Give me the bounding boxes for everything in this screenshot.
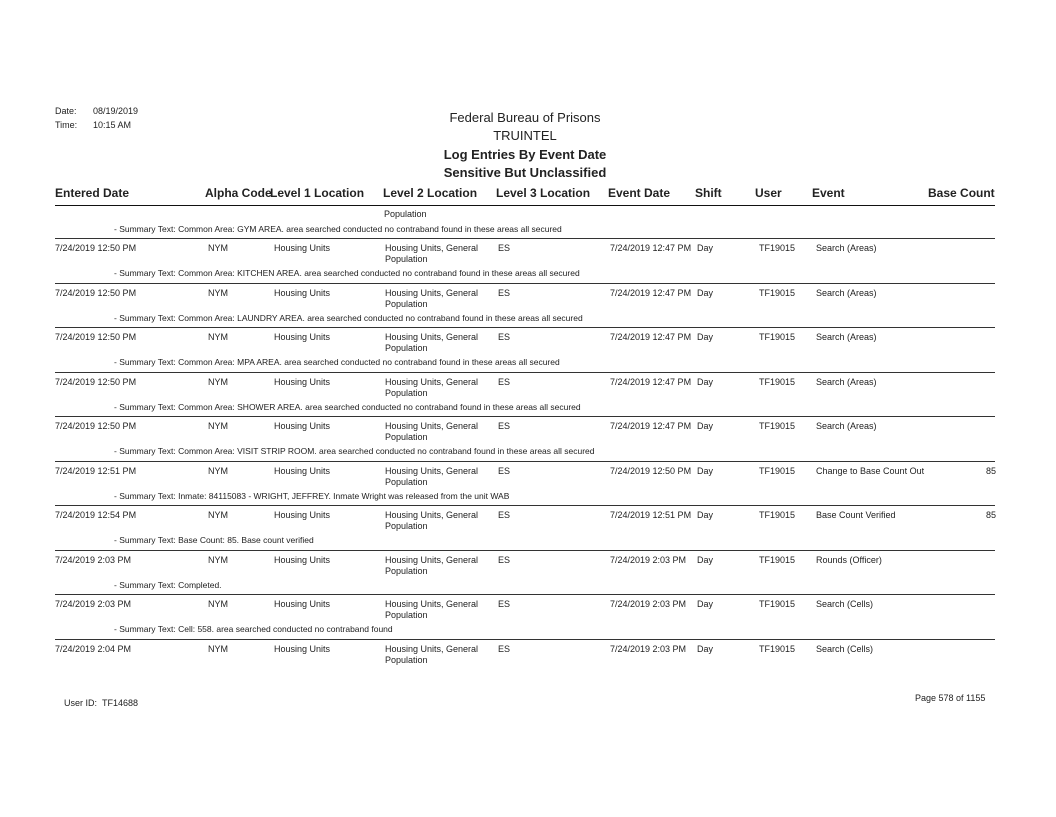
shift: Day <box>697 288 714 298</box>
user: TF19015 <box>759 644 796 654</box>
base-count: 85 <box>986 466 997 476</box>
entered-date: 7/24/2019 12:50 PM <box>55 243 137 253</box>
level1-location: Housing Units <box>274 421 331 431</box>
row-divider <box>55 461 995 462</box>
level3-location: ES <box>498 377 511 387</box>
user: TF19015 <box>759 243 796 253</box>
level1-location: Housing Units <box>274 377 331 387</box>
level1-location: Housing Units <box>274 644 331 654</box>
level3-location: ES <box>498 555 511 565</box>
event: Search (Areas) <box>816 377 877 387</box>
continuation-summary: - Summary Text: Common Area: GYM AREA. area searched conducted no contraband found in these areas all secured <box>114 224 562 234</box>
summary-text: - Summary Text: Common Area: SHOWER AREA. area searched conducted no contraband found in these areas all secured <box>114 402 581 412</box>
entered-date: 7/24/2019 12:50 PM <box>55 421 137 431</box>
shift: Day <box>697 243 714 253</box>
report-title: Log Entries By Event Date <box>443 147 607 162</box>
level3-location: ES <box>498 466 511 476</box>
shift: Day <box>697 377 714 387</box>
event-date: 7/24/2019 12:47 PM <box>610 288 692 298</box>
row-divider <box>55 372 995 373</box>
level3-location: ES <box>498 510 511 520</box>
summary-text: - Summary Text: Common Area: KITCHEN AREA. area searched conducted no contraband found in these areas all secured <box>114 268 580 278</box>
user: TF19015 <box>759 466 796 476</box>
row-divider <box>55 238 995 239</box>
summary-text: - Summary Text: Cell: 558. area searched conducted no contraband found <box>114 624 393 634</box>
col-entered-date: Entered Date <box>55 186 130 200</box>
system-title: TRUINTEL <box>493 128 557 143</box>
report-date: 08/19/2019 <box>93 106 139 116</box>
level3-location: ES <box>498 243 511 253</box>
shift: Day <box>697 466 714 476</box>
col-alpha-code: Alpha Code <box>205 186 272 200</box>
page-number: Page 578 of 1155 <box>915 693 986 703</box>
event-date: 7/24/2019 2:03 PM <box>610 599 687 609</box>
event: Rounds (Officer) <box>816 555 882 565</box>
event-date: 7/24/2019 2:03 PM <box>610 555 687 565</box>
col-base-count: Base Count <box>928 186 995 200</box>
shift: Day <box>697 332 714 342</box>
event: Search (Cells) <box>816 599 874 609</box>
level3-location: ES <box>498 421 511 431</box>
event: Search (Areas) <box>816 288 877 298</box>
entered-date: 7/24/2019 12:54 PM <box>55 510 137 520</box>
event: Base Count Verified <box>816 510 896 520</box>
row-divider <box>55 550 995 551</box>
shift: Day <box>697 599 714 609</box>
entered-date: 7/24/2019 12:50 PM <box>55 332 137 342</box>
event: Change to Base Count Out <box>816 466 925 476</box>
entered-date: 7/24/2019 2:04 PM <box>55 644 132 654</box>
col-level2: Level 2 Location <box>383 186 478 200</box>
continuation-level2: Population <box>384 209 427 219</box>
summary-text: - Summary Text: Common Area: VISIT STRIP ROOM. area searched conducted no contraband found in these areas all secured <box>114 446 595 456</box>
org-title: Federal Bureau of Prisons <box>449 110 601 125</box>
level2-location: Housing Units, General Population <box>385 377 479 398</box>
alpha-code: NYM <box>208 377 228 387</box>
level2-location: Housing Units, General Population <box>385 510 479 531</box>
level2-location: Housing Units, General Population <box>385 243 479 264</box>
level3-location: ES <box>498 599 511 609</box>
shift: Day <box>697 555 714 565</box>
user: TF19015 <box>759 377 796 387</box>
row-divider <box>55 416 995 417</box>
entered-date: 7/24/2019 12:50 PM <box>55 288 137 298</box>
level2-location: Housing Units, General Population <box>385 466 479 487</box>
shift: Day <box>697 644 714 654</box>
user: TF19015 <box>759 599 796 609</box>
row-divider <box>55 594 995 595</box>
report-meta <box>55 104 138 132</box>
row-divider <box>55 505 995 506</box>
summary-text: - Summary Text: Common Area: LAUNDRY AREA. area searched conducted no contraband found in these areas all secured <box>114 313 583 323</box>
alpha-code: NYM <box>208 332 228 342</box>
alpha-code: NYM <box>208 466 228 476</box>
level3-location: ES <box>498 288 511 298</box>
level2-location: Housing Units, General Population <box>385 555 479 576</box>
level1-location: Housing Units <box>274 288 331 298</box>
level1-location: Housing Units <box>274 332 331 342</box>
col-user: User <box>755 186 782 200</box>
header-divider <box>55 205 995 206</box>
col-event-date: Event Date <box>608 186 671 200</box>
shift: Day <box>697 510 714 520</box>
event-date: 7/24/2019 2:03 PM <box>610 644 687 654</box>
time-line: Time: 10:15 AM <box>55 120 132 130</box>
level2-location: Housing Units, General Population <box>385 644 479 665</box>
event: Search (Areas) <box>816 332 877 342</box>
entered-date: 7/24/2019 12:51 PM <box>55 466 137 476</box>
entered-date: 7/24/2019 2:03 PM <box>55 599 132 609</box>
alpha-code: NYM <box>208 599 228 609</box>
row-divider <box>55 639 995 640</box>
user: TF19015 <box>759 288 796 298</box>
entered-date: 7/24/2019 2:03 PM <box>55 555 132 565</box>
footer-user: User ID: TF14688 <box>64 698 139 708</box>
event: Search (Cells) <box>816 644 874 654</box>
user: TF19015 <box>759 555 796 565</box>
level1-location: Housing Units <box>274 510 331 520</box>
col-event: Event <box>812 186 845 200</box>
summary-text: - Summary Text: Common Area: MPA AREA. area searched conducted no contraband found in these areas all secured <box>114 357 560 367</box>
level1-location: Housing Units <box>274 466 331 476</box>
event-date: 7/24/2019 12:47 PM <box>610 421 692 431</box>
summary-text: - Summary Text: Completed. <box>114 580 222 590</box>
alpha-code: NYM <box>208 243 228 253</box>
alpha-code: NYM <box>208 421 228 431</box>
user: TF19015 <box>759 510 796 520</box>
event-date: 7/24/2019 12:47 PM <box>610 243 692 253</box>
level2-location: Housing Units, General Population <box>385 332 479 353</box>
summary-text: - Summary Text: Base Count: 85. Base count verified <box>114 535 314 545</box>
level1-location: Housing Units <box>274 243 331 253</box>
level3-location: ES <box>498 644 511 654</box>
alpha-code: NYM <box>208 288 228 298</box>
event-date: 7/24/2019 12:50 PM <box>610 466 692 476</box>
alpha-code: NYM <box>208 555 228 565</box>
level2-location: Housing Units, General Population <box>385 288 479 309</box>
date-line: Date: 08/19/2019 <box>55 106 139 116</box>
user: TF19015 <box>759 421 796 431</box>
entered-date: 7/24/2019 12:50 PM <box>55 377 137 387</box>
alpha-code: NYM <box>208 510 228 520</box>
event-date: 7/24/2019 12:51 PM <box>610 510 692 520</box>
level1-location: Housing Units <box>274 599 331 609</box>
event-date: 7/24/2019 12:47 PM <box>610 377 692 387</box>
event-date: 7/24/2019 12:47 PM <box>610 332 692 342</box>
level2-location: Housing Units, General Population <box>385 599 479 620</box>
level3-location: ES <box>498 332 511 342</box>
col-level3: Level 3 Location <box>496 186 591 200</box>
user: TF19015 <box>759 332 796 342</box>
level1-location: Housing Units <box>274 555 331 565</box>
report-time: 10:15 AM <box>93 120 132 130</box>
event: Search (Areas) <box>816 421 877 431</box>
row-divider <box>55 283 995 284</box>
col-level1: Level 1 Location <box>270 186 365 200</box>
summary-text: - Summary Text: Inmate: 84115083 - WRIGHT, JEFFREY. Inmate Wright was released from the unit WAB <box>114 491 510 501</box>
level2-location: Housing Units, General Population <box>385 421 479 442</box>
alpha-code: NYM <box>208 644 228 654</box>
base-count: 85 <box>986 510 997 520</box>
col-shift: Shift <box>695 186 722 200</box>
shift: Day <box>697 421 714 431</box>
row-divider <box>55 327 995 328</box>
classification-title: Sensitive But Unclassified <box>443 165 607 180</box>
footer-user-id: TF14688 <box>102 698 139 708</box>
event: Search (Areas) <box>816 243 877 253</box>
